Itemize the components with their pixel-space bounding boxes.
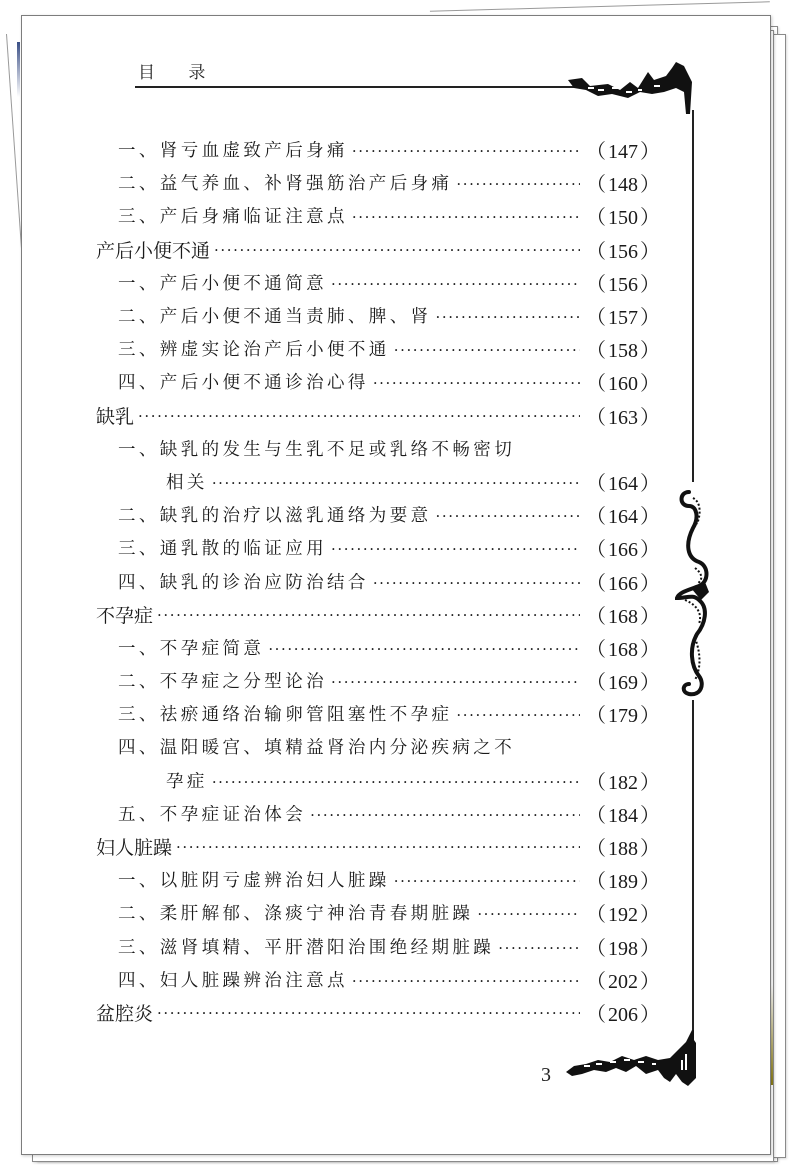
toc-entry-page: （ 157 ） [586, 307, 660, 330]
toc-entry-continuation[interactable] [96, 764, 662, 797]
border-rule [692, 110, 694, 482]
toc-entry-title: 五、不孕症证治体会 [118, 804, 307, 825]
toc-chapter[interactable] [96, 233, 662, 266]
toc-entry-page: （ 166 ） [586, 572, 660, 595]
toc-chapter-title: 妇人脏躁 [96, 837, 173, 860]
cover-accent-blue [17, 42, 20, 97]
dot-leader [352, 969, 580, 990]
toc-entry-title: 一、产后小便不通简意 [118, 273, 327, 294]
toc-entry-title: 四、温阳暖宫、填精益肾治内分泌疾病之不 [118, 738, 516, 759]
toc-chapter-title: 产后小便不通 [96, 239, 211, 262]
toc-entry[interactable] [96, 564, 662, 597]
toc-entry-page: （ 184 ） [586, 804, 660, 827]
toc-entry-title: 三、祛瘀通络治输卵管阻塞性不孕症 [118, 705, 453, 726]
header-rule [135, 86, 575, 88]
toc-entry[interactable] [96, 365, 662, 398]
toc-entry-page: （ 179 ） [586, 705, 660, 728]
toc-entry[interactable] [96, 531, 662, 564]
toc-entry[interactable] [96, 797, 662, 830]
toc-entry[interactable] [96, 432, 662, 465]
dot-leader [394, 869, 580, 890]
toc-chapter[interactable] [96, 598, 662, 631]
toc-entry-title: 三、辨虚实论治产后小便不通 [118, 340, 390, 361]
toc-entry-title: 三、通乳散的临证应用 [118, 539, 327, 560]
dot-leader [157, 603, 580, 626]
toc-entry-title: 二、产后小便不通当责肺、脾、肾 [118, 307, 432, 328]
toc-entry-page: （ 148 ） [586, 174, 660, 197]
toc-entry[interactable] [96, 498, 662, 531]
toc-entry-page: （ 168 ） [586, 605, 660, 628]
toc-chapter[interactable] [96, 399, 662, 432]
toc-chapter-title: 缺乳 [96, 405, 135, 428]
toc-entry-page: （ 182 ） [586, 771, 660, 794]
toc-entry[interactable] [96, 199, 662, 232]
toc-entry-page: （ 166 ） [586, 539, 660, 562]
dot-leader [394, 338, 580, 359]
toc-entry[interactable] [96, 863, 662, 896]
toc-entry[interactable] [96, 697, 662, 730]
toc-entry-title: 相关 [166, 472, 208, 493]
toc-chapter-title: 盆腔炎 [96, 1002, 154, 1025]
dot-leader [310, 803, 580, 824]
toc-entry-page: （ 168 ） [586, 638, 660, 661]
toc-entry-title: 一、缺乳的发生与生乳不足或乳络不畅密切 [118, 439, 516, 460]
toc-entry[interactable] [96, 166, 662, 199]
toc-entry[interactable] [96, 664, 662, 697]
dot-leader [268, 637, 580, 658]
page-number: 3 [541, 1064, 551, 1086]
toc-entry-page: （ 164 ） [586, 472, 660, 495]
dot-leader [352, 205, 580, 226]
toc-entry[interactable] [96, 930, 662, 963]
toc-entry-title: 孕症 [166, 771, 208, 792]
toc-entry[interactable] [96, 266, 662, 299]
toc-entry-page: （ 206 ） [586, 1003, 660, 1026]
toc-entry-page: （ 189 ） [586, 871, 660, 894]
dot-leader [157, 1001, 580, 1024]
dot-leader [212, 770, 580, 791]
dot-leader [331, 670, 580, 691]
side-scroll-ornament-icon [675, 488, 713, 700]
dot-leader [331, 272, 580, 293]
toc-entry-page: （ 163 ） [586, 406, 660, 429]
toc-chapter[interactable] [96, 996, 662, 1029]
border-rule [692, 700, 694, 1050]
dot-leader [436, 305, 581, 326]
toc-entry-page: （ 198 ） [586, 937, 660, 960]
toc-entry[interactable] [96, 631, 662, 664]
toc-entry-title: 四、产后小便不通诊治心得 [118, 373, 369, 394]
toc-entry-page: （ 192 ） [586, 904, 660, 927]
toc-entry[interactable] [96, 332, 662, 365]
toc-chapter[interactable] [96, 830, 662, 863]
toc-entry-continuation[interactable] [96, 465, 662, 498]
dot-leader [456, 172, 580, 193]
dot-leader [436, 504, 581, 525]
toc-entry-page: （ 158 ） [586, 340, 660, 363]
toc-entry[interactable] [96, 133, 662, 166]
dot-leader [373, 571, 580, 592]
toc-entry-title: 一、不孕症简意 [118, 638, 265, 659]
toc-entry-title: 四、妇人脏躁辨治注意点 [118, 970, 348, 991]
toc-entry-page: （ 202 ） [586, 970, 660, 993]
dot-leader [138, 404, 580, 427]
dot-leader [477, 902, 580, 923]
corner-ornament-icon [568, 62, 696, 114]
toc-entry-title: 一、以脏阴亏虚辨治妇人脏躁 [118, 871, 390, 892]
toc-entry-page: （ 156 ） [586, 240, 660, 263]
dot-leader [373, 371, 580, 392]
toc-entry-page: （ 169 ） [586, 672, 660, 695]
toc-entry[interactable] [96, 896, 662, 929]
toc-entry-title: 二、柔肝解郁、涤痰宁神治青春期脏躁 [118, 904, 474, 925]
toc-entry-page: （ 164 ） [586, 506, 660, 529]
dot-leader [176, 835, 580, 858]
dot-leader [456, 703, 580, 724]
corner-ornament-icon [566, 1030, 696, 1088]
toc-entry-page: （ 160 ） [586, 373, 660, 396]
toc-entry-page: （ 150 ） [586, 207, 660, 230]
dot-leader [212, 471, 580, 492]
toc-entry-title: 二、缺乳的治疗以滋乳通络为要意 [118, 506, 432, 527]
toc-entry-page: （ 188 ） [586, 838, 660, 861]
toc-entry-title: 一、肾亏血虚致产后身痛 [118, 141, 348, 162]
toc-entry-title: 二、益气养血、补肾强筋治产后身痛 [118, 174, 453, 195]
toc-entry[interactable] [96, 299, 662, 332]
toc-chapter-title: 不孕症 [96, 604, 154, 627]
toc-entry-title: 二、不孕症之分型论治 [118, 672, 327, 693]
toc-entry-title: 四、缺乳的诊治应防治结合 [118, 572, 369, 593]
toc-entry-page: （ 156 ） [586, 273, 660, 296]
dot-leader [331, 537, 580, 558]
dot-leader [498, 936, 580, 957]
table-of-contents [96, 133, 662, 1029]
dot-leader [352, 139, 580, 160]
running-header-title: 目 录 [138, 63, 220, 83]
toc-entry[interactable] [96, 730, 662, 763]
toc-entry-page: （ 147 ） [586, 141, 660, 164]
dot-leader [214, 238, 580, 261]
toc-entry-title: 三、产后身痛临证注意点 [118, 207, 348, 228]
toc-entry-title: 三、滋肾填精、平肝潜阳治围绝经期脏躁 [118, 937, 495, 958]
toc-entry[interactable] [96, 963, 662, 996]
